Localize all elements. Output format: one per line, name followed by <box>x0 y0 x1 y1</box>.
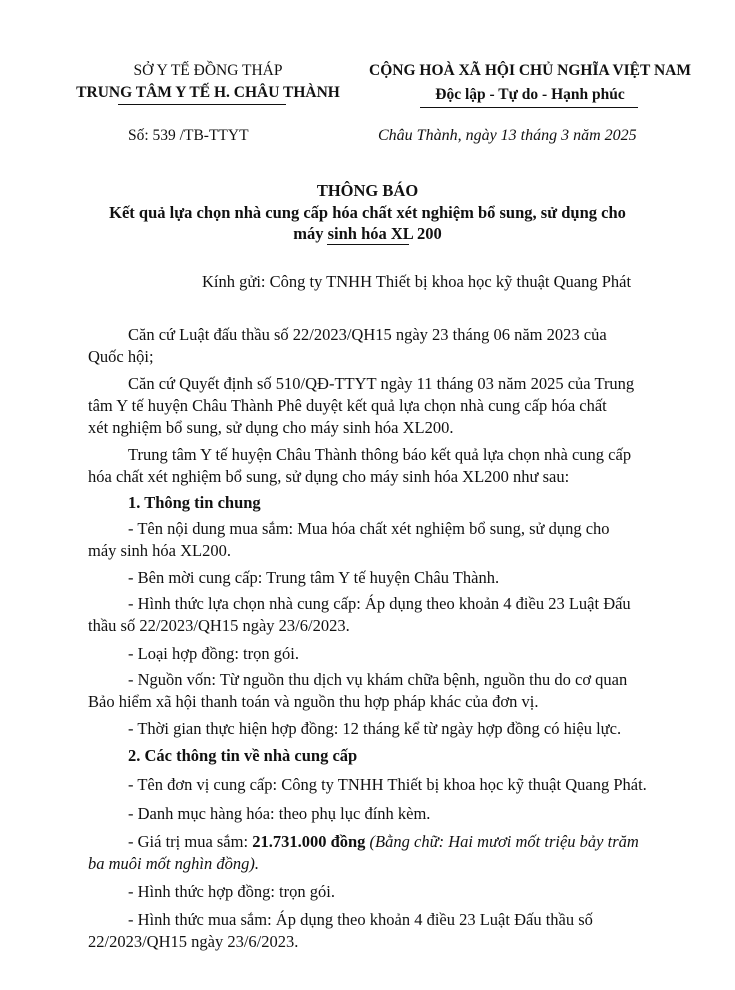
title-underline <box>327 244 409 245</box>
purchase-value-label: - Giá trị mua sắm: <box>128 832 253 851</box>
recipient: Kính gửi: Công ty TNHH Thiết bị khoa học kỹ thuật Quang Phát <box>202 272 632 291</box>
legal-basis-1-line2: Quốc hội; <box>88 347 154 366</box>
motto: Độc lập - Tự do - Hạnh phúc <box>435 86 625 103</box>
s1-item-6: - Thời gian thực hiện hợp đồng: 12 tháng kể từ ngày hợp đồng có hiệu lực. <box>128 719 622 738</box>
agency-name: TRUNG TÂM Y TẾ H. CHÂU THÀNH <box>76 84 340 101</box>
agency-underline <box>118 104 286 105</box>
motto-underline <box>420 107 638 108</box>
s2-item-5-line2: 22/2023/QH15 ngày 23/6/2023. <box>88 932 299 951</box>
s2-item-2: - Danh mục hàng hóa: theo phụ lục đính kèm. <box>128 804 431 823</box>
doc-subtitle-line1: Kết quả lựa chọn nhà cung cấp hóa chất xét nghiệm bổ sung, sử dụng cho <box>109 203 626 222</box>
country-name: CỘNG HOÀ XÃ HỘI CHỦ NGHĨA VIỆT NAM <box>369 62 691 79</box>
legal-basis-2-line2: tâm Y tế huyện Châu Thành Phê duyệt kết quả lựa chọn nhà cung cấp hóa chất <box>88 396 607 415</box>
legal-basis-2-line1: Căn cứ Quyết định số 510/QĐ-TTYT ngày 11 tháng 03 năm 2025 của Trung <box>128 374 635 393</box>
section-1-heading: 1. Thông tin chung <box>128 493 261 512</box>
s1-item-1-line2: máy sinh hóa XL200. <box>88 541 231 560</box>
s1-item-4: - Loại hợp đồng: trọn gói. <box>128 644 299 663</box>
s1-item-5-line1: - Nguồn vốn: Từ nguồn thu dịch vụ khám chữa bệnh, nguồn thu do cơ quan <box>128 670 628 689</box>
legal-basis-1-line1: Căn cứ Luật đấu thầu số 22/2023/QH15 ngày 23 tháng 06 năm 2023 của <box>128 325 607 344</box>
s2-item-5-line1: - Hình thức mua sắm: Áp dụng theo khoản 4 điều 23 Luật Đấu thầu số <box>128 910 593 929</box>
intro-line1: Trung tâm Y tế huyện Châu Thành thông báo kết quả lựa chọn nhà cung cấp <box>128 445 632 464</box>
s1-item-3-line2: thầu số 22/2023/QH15 ngày 23/6/2023. <box>88 616 350 635</box>
place-date: Châu Thành, ngày 13 tháng 3 năm 2025 <box>378 127 637 144</box>
s1-item-1-line1: - Tên nội dung mua sắm: Mua hóa chất xét nghiệm bổ sung, sử dụng cho <box>128 519 610 538</box>
legal-basis-2-line3: xét nghiệm bổ sung, sử dụng cho máy sinh hóa XL200. <box>88 418 454 437</box>
doc-title: THÔNG BÁO <box>316 181 419 200</box>
doc-number: Số: 539 /TB-TTYT <box>128 127 249 144</box>
s1-item-3-line1: - Hình thức lựa chọn nhà cung cấp: Áp dụng theo khoản 4 điều 23 Luật Đấu <box>128 594 631 613</box>
intro-line2: hóa chất xét nghiệm bổ sung, sử dụng cho máy sinh hóa XL200 như sau: <box>88 467 570 486</box>
section-2-heading: 2. Các thông tin về nhà cung cấp <box>128 746 358 765</box>
s2-item-3-line2: ba muôi mốt nghìn đồng). <box>88 854 259 873</box>
s2-item-4: - Hình thức hợp đồng: trọn gói. <box>128 882 335 901</box>
purchase-value-amount: 21.731.000 đồng <box>252 832 366 851</box>
doc-subtitle-line2: máy sinh hóa XL 200 <box>293 224 442 243</box>
s1-item-5-line2: Bảo hiểm xã hội thanh toán và nguồn thu hợp pháp khác của đơn vị. <box>88 692 539 711</box>
s1-item-2: - Bên mời cung cấp: Trung tâm Y tế huyện Châu Thành. <box>128 568 500 587</box>
purchase-value-words: (Bằng chữ: Hai mươi mốt triệu bảy trăm <box>365 832 639 851</box>
s2-item-1: - Tên đơn vị cung cấp: Công ty TNHH Thiết bị khoa học kỹ thuật Quang Phát. <box>128 775 647 794</box>
agency-top: SỞ Y TẾ ĐỒNG THÁP <box>133 62 283 79</box>
s2-item-3-line1 <box>128 832 639 852</box>
